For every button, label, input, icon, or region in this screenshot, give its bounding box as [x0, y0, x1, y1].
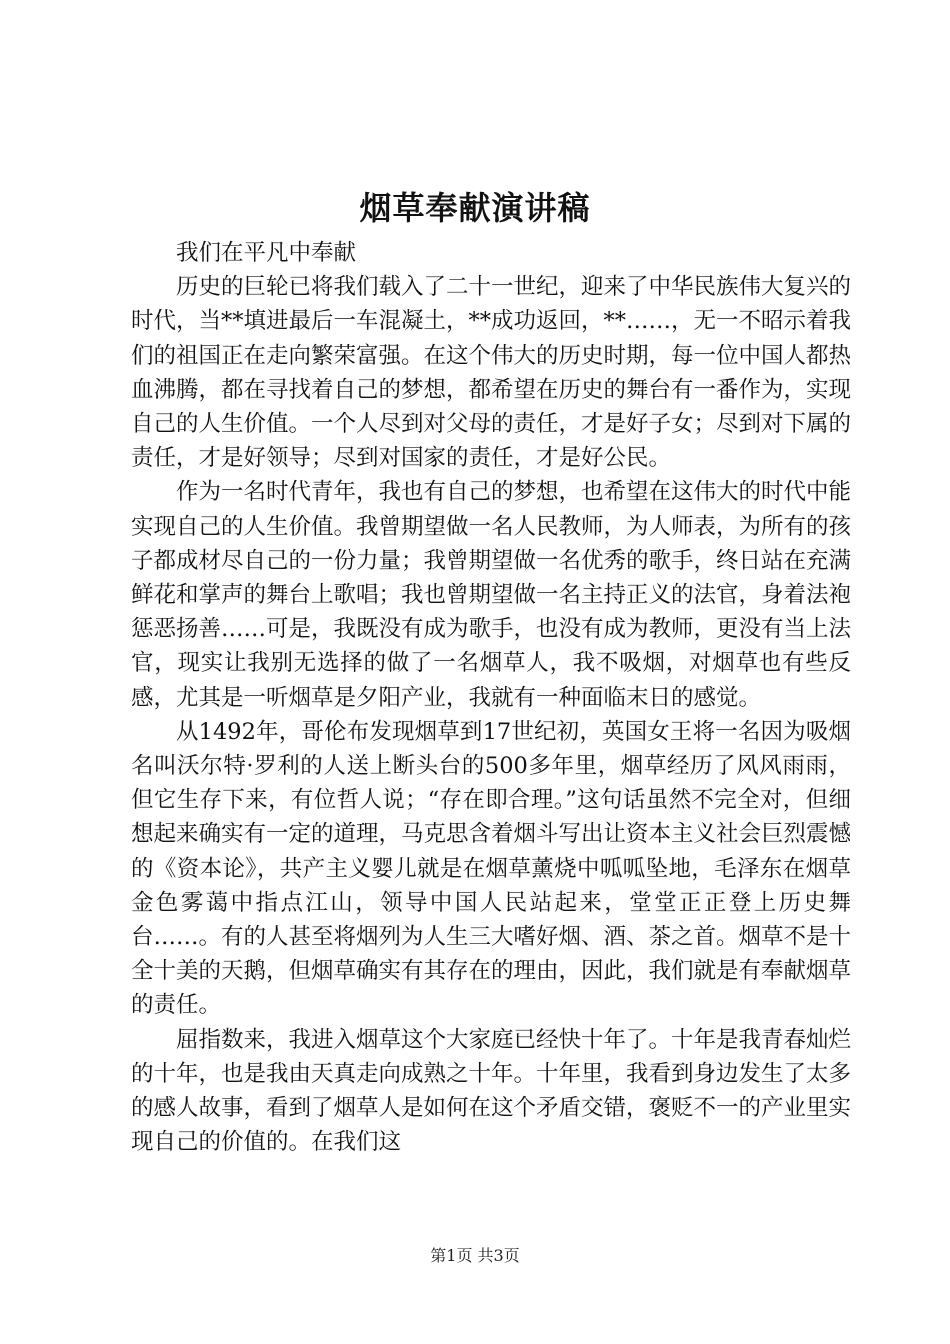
page-footer: 第1页 共3页: [430, 1246, 520, 1265]
paragraph: 屈指数来，我进入烟草这个大家庭已经快十年了。十年是我青春灿烂的十年，也是我由天真走向成熟之十年。十年里，我看到身边发生了太多的感人故事，看到了烟草人是如何在这个矛盾交错，褒贬不一的产业里实现自己的价值的。在我们这: [131, 1026, 852, 1156]
paragraph: 作为一名时代青年，我也有自己的梦想，也希望在这伟大的时代中能实现自己的人生价值。我曾期望做一名人民教师，为人师表，为所有的孩子都成材尽自己的一份力量；我曾期望做一名优秀的歌手，终日站在充满鲜花和掌声的舞台上歌唱；我也曾期望做一名主持正义的法官，身着法袍惩恶扬善……可是，我既没有成为歌手，也没有成为教师，更没有当上法官，现实让我别无选择的做了一名烟草人，我不吸烟，对烟草也有些反感，尤其是一听烟草是夕阳产业，我就有一种面临末日的感觉。: [131, 479, 852, 711]
document-title: 烟草奉献演讲稿: [359, 189, 591, 227]
paragraph-subtitle: 我们在平凡中奉献: [176, 240, 357, 266]
document-body: [131, 236, 851, 1159]
paragraph: 历史的巨轮已将我们载入了二十一世纪，迎来了中华民族伟大复兴的时代，当**填进最后一车混凝土，**成功返回，**……，无一不昭示着我们的祖国正在走向繁荣富强。在这个伟大的历史时期，每一位中国人都热血沸腾，都在寻找着自己的梦想，都希望在历史的舞台有一番作为，实现自己的人生价值。一个人尽到对父母的责任，才是好子女；尽到对下属的责任，才是好领导；尽到对国家的责任，才是好公民。: [131, 274, 852, 472]
paragraph: 从1492年，哥伦布发现烟草到17世纪初，英国女王将一名因为吸烟名叫沃尔特·罗利的人送上断头台的500多年里，烟草经历了风风雨雨，但它生存下来，有位哲人说；“存在即合理。”这句话虽然不完全对，但细想起来确实有一定的道理，马克思含着烟斗写出让资本主义社会巨烈震憾的《资本论》，共产主义婴儿就是在烟草薰烧中呱呱坠地，毛泽东在烟草金色雾蔼中指点江山，领导中国人民站起来，堂堂正正登上历史舞台……。有的人甚至将烟列为人生三大嗜好烟、酒、茶之首。烟草不是十全十美的天鹅，但烟草确实有其存在的理由，因此，我们就是有奉献烟草的责任。: [131, 718, 852, 1019]
